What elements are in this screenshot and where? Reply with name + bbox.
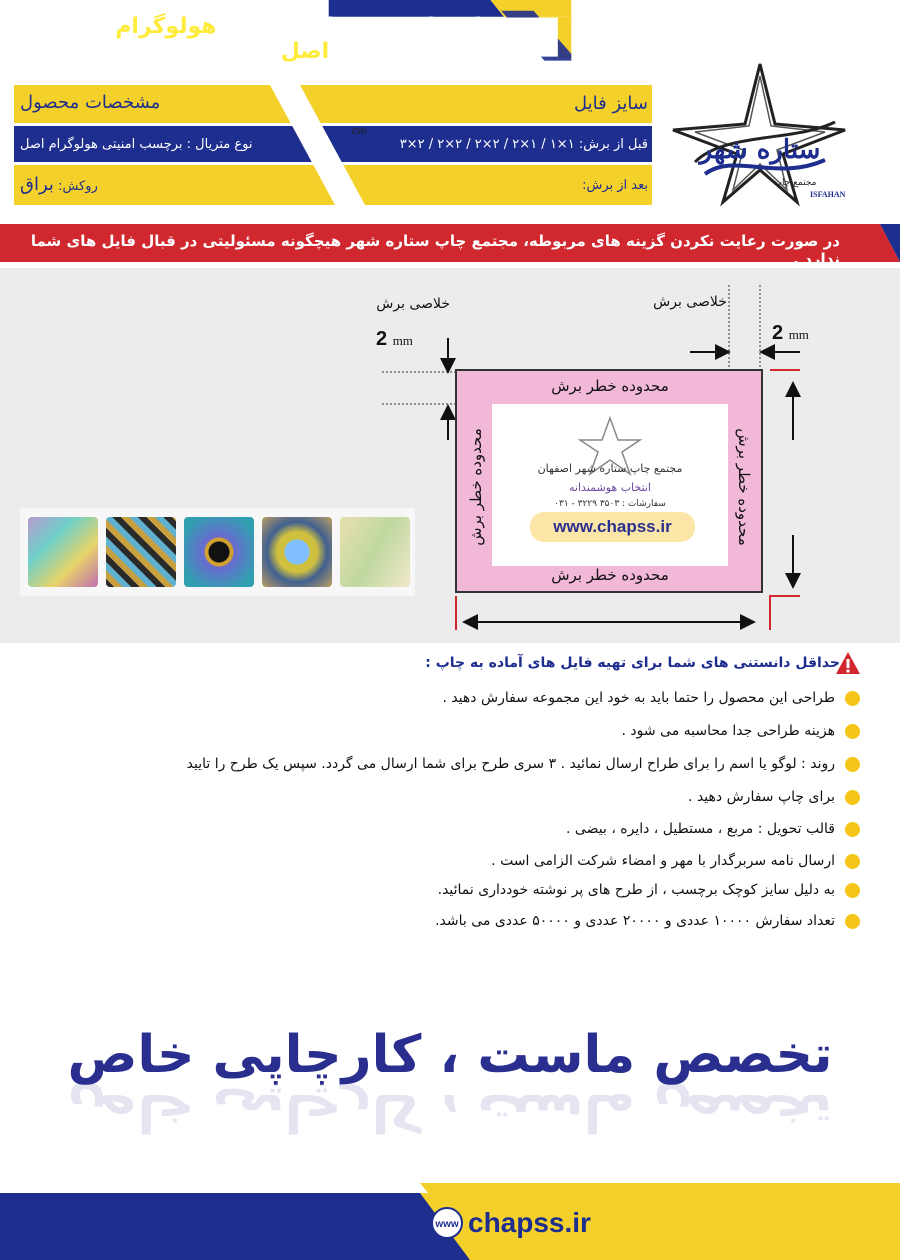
bullet-icon	[845, 691, 860, 706]
card-url: www.chapss.ir	[553, 517, 672, 536]
logo-subtitle: مجتمع چاپ	[773, 178, 817, 188]
tip-text: قالب تحویل : مربع ، مستطیل ، دایره ، بیضی .	[566, 821, 835, 837]
bleed-label-right: خلاصی برش	[653, 294, 727, 310]
tip-item	[40, 723, 860, 739]
tip-item	[40, 853, 860, 869]
hologram-sample-4	[262, 517, 332, 587]
size-unit: cm	[352, 123, 367, 137]
bullet-icon	[845, 757, 860, 772]
page-title	[95, 14, 515, 64]
bleed-size-left	[376, 328, 413, 351]
bleed-label-left: خلاصی برش	[376, 296, 450, 312]
bullet-icon	[845, 790, 860, 805]
material-type: نوع متریال : برچسب امنیتی هولوگرام اصل	[20, 137, 253, 152]
bullet-icon	[845, 914, 860, 929]
hologram-sample-3	[184, 517, 254, 587]
card-title: مجتمع چاپ ستاره شهر اصفهان	[537, 462, 683, 475]
globe-icon	[430, 1206, 464, 1240]
bleed-size-right-unit: mm	[788, 327, 809, 342]
card-subtitle: انتخاب هوشمندانه	[569, 481, 651, 494]
danger-zone-right: محدوده خطر برش	[735, 428, 753, 546]
coating-value: براق	[20, 174, 54, 195]
hologram-sample-1	[28, 517, 98, 587]
globe-www: www	[435, 1219, 459, 1230]
bullet-icon	[845, 724, 860, 739]
title-prefix: راهنمای محصول برچسب	[224, 14, 495, 39]
spec-divider	[270, 85, 380, 205]
footer-url[interactable]: chapss.ir	[468, 1207, 591, 1238]
title-brand: هولوگرام اصل	[115, 14, 330, 64]
slogan-reflection: تخصص ماست ، کارچاپی خاص	[67, 1082, 833, 1142]
tip-item	[10, 756, 860, 772]
tip-item	[40, 913, 860, 929]
warning-text: در صورت رعایت نکردن گزینه های مربوطه، مجتمع چاپ ستاره شهر هیچگونه مسئولیتی در قبال فایل های شما ندارد .	[30, 232, 840, 268]
tip-item	[40, 690, 860, 706]
tip-text: ارسال نامه سربرگدار با مهر و امضاء شرکت الزامی است .	[491, 853, 835, 869]
bleed-size-left-unit: mm	[392, 333, 413, 348]
tip-item	[40, 882, 860, 898]
danger-zone-bottom: محدوده خطر برش	[551, 566, 669, 584]
after-cut-label: بعد از برش:	[582, 178, 648, 193]
file-size-heading: سایز فایل	[574, 93, 648, 114]
bullet-icon	[845, 854, 860, 869]
bleed-size-right-number: 2	[772, 322, 784, 344]
logo-city: ISFAHAN	[810, 190, 846, 199]
hologram-sample-5	[340, 517, 410, 587]
tip-text: به دلیل سایز کوچک برچسب ، از طرح های پر نوشته خودداری نمائید.	[437, 882, 835, 898]
coating-label: روکش:	[58, 179, 98, 194]
before-cut-sizes: قبل از برش: ۱×۱ / ۱×۲ / ۲×۲ / ۲×۲ / ۲×۳	[399, 137, 648, 152]
slogan: تخصص ماست ، کارچاپی خاص	[67, 1025, 833, 1085]
danger-zone-left: محدوده خطر برش	[467, 428, 485, 546]
product-specs-heading: مشخصات محصول	[20, 92, 161, 113]
tip-text: تعداد سفارش ۱۰۰۰۰ عددی و ۲۰۰۰۰ عددی و ۵۰۰۰۰ عددی می باشد.	[435, 913, 835, 929]
tip-text: طراحی این محصول را حتما باید به خود این مجموعه سفارش دهید .	[442, 690, 835, 706]
tip-item	[40, 821, 860, 837]
bullet-icon	[845, 883, 860, 898]
bullet-icon	[845, 822, 860, 837]
bleed-size-left-number: 2	[376, 328, 388, 350]
danger-zone-top: محدوده خطر برش	[551, 377, 669, 395]
tip-text: روند : لوگو یا اسم را برای طراح ارسال نمائید . ۳ سری طرح برای شما ارسال می گردد. سپس یک طرح را تایید	[186, 756, 835, 772]
logo-name: ستاره شهر	[699, 135, 821, 165]
tips-title: حداقل دانستنی های شما برای تهیه فایل های آماده به چاپ :	[425, 655, 840, 671]
tip-item	[40, 789, 860, 805]
card-phone: سفارشات : ۳۵۰۳ ۳۲۲۹ - ۰۳۱	[554, 499, 666, 509]
tip-text: هزینه طراحی جدا محاسبه می شود .	[621, 723, 835, 739]
coating	[20, 174, 98, 195]
hologram-sample-2	[106, 517, 176, 587]
tip-text: برای چاپ سفارش دهید .	[688, 789, 835, 805]
bleed-size-right	[772, 322, 809, 345]
